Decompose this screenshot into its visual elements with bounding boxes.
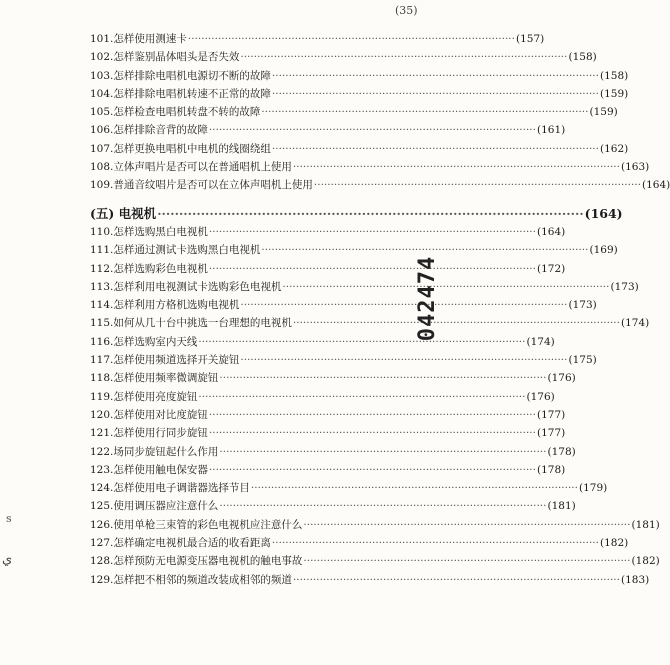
entry-number: 116. [90, 335, 114, 348]
entry-title: 怎样鉴别晶体唱头是否失效 [113, 51, 240, 64]
entry-number: 105. [90, 106, 114, 119]
entry-title: 怎样排除音背的故障 [113, 124, 208, 137]
entry-page: (158) [568, 51, 597, 64]
toc-entry [90, 461, 566, 479]
entry-number: 118. [90, 372, 114, 385]
entry-number: 119. [90, 390, 114, 403]
leader-dots [198, 388, 525, 406]
section-page: (164) [584, 205, 623, 221]
leader-dots [240, 296, 567, 314]
leader-dots [293, 158, 620, 176]
leader-dots [303, 552, 630, 570]
entry-title: 怎样排除电唱机电源切不断的故障 [113, 69, 271, 82]
leader-dots [219, 369, 546, 387]
toc-entry [90, 103, 618, 121]
leader-dots [240, 48, 567, 66]
entry-number: 106. [90, 124, 114, 137]
toc-entry [90, 140, 629, 158]
entry-number: 121. [90, 427, 114, 440]
entry-page: (174) [620, 317, 650, 330]
entry-page: (157) [515, 33, 545, 45]
toc-list-sound [90, 30, 670, 195]
entry-title: 怎样利用电视测试卡选购彩色电视机 [113, 280, 282, 293]
entry-page: (164) [641, 179, 670, 192]
leader-dots [303, 516, 630, 534]
entry-page: (159) [589, 106, 618, 119]
entry-number: 110. [90, 225, 114, 238]
entry-title: 怎样更换电唱机中电机的线圈绕组 [113, 142, 271, 155]
entry-title: 怎样排除电唱机转速不正常的故障 [113, 87, 271, 100]
entry-number: 126. [90, 518, 114, 531]
entry-title: 立体声唱片是否可以在普通唱机上使用 [113, 161, 292, 174]
entry-page: (183) [620, 573, 650, 586]
entry-number: 108. [90, 161, 114, 174]
toc-entry [90, 121, 566, 139]
toc-entry [90, 534, 629, 552]
entry-number: 123. [90, 463, 114, 476]
entry-page: (161) [536, 124, 566, 137]
entry-page: (178) [547, 445, 576, 458]
entry-title: 怎样使用行同步旋钮 [113, 427, 208, 440]
toc-entry [90, 333, 555, 351]
leader-dots [272, 85, 599, 103]
entry-title: 怎样使用亮度旋钮 [113, 390, 198, 403]
entry-title: 怎样选购室内天线 [113, 335, 198, 348]
leader-dots [219, 443, 546, 461]
entry-title: 怎样使用测速卡 [113, 33, 187, 45]
entry-number: 102. [90, 51, 114, 64]
entry-page: (174) [526, 335, 555, 348]
entry-number: 125. [90, 500, 114, 513]
section-gap [90, 195, 390, 205]
entry-title: 怎样检查电唱机转盘不转的故障 [113, 106, 261, 119]
entry-number: 114. [90, 299, 114, 312]
entry-page: (159) [599, 87, 629, 100]
entry-page: (178) [536, 463, 566, 476]
entry-page: (177) [536, 427, 566, 440]
toc-entry [90, 30, 545, 48]
leader-dots [157, 205, 583, 223]
entry-number: 115. [90, 317, 114, 330]
leader-dots [251, 479, 578, 497]
entry-number: 101. [90, 33, 114, 45]
entry-number: 117. [90, 354, 114, 367]
entry-number: 124. [90, 482, 114, 495]
entry-number: 122. [90, 445, 114, 458]
entry-page: (176) [526, 390, 555, 403]
leader-dots [209, 424, 536, 442]
toc-entry [90, 351, 597, 369]
toc-entry [90, 296, 597, 314]
entry-title: 怎样选购彩色电视机 [113, 262, 208, 275]
entry-title: 怎样使用电子调谐器选择节目 [113, 482, 250, 495]
entry-page: (182) [599, 537, 629, 550]
leader-dots [314, 176, 641, 194]
section-label: (五) 电视机 [90, 205, 157, 221]
toc-entry [90, 48, 597, 66]
entry-title: 怎样使用频道选择开关旋钮 [113, 354, 240, 367]
leader-dots [272, 67, 599, 85]
toc-entry [90, 278, 639, 296]
leader-dots [198, 333, 525, 351]
toc-entry [90, 67, 629, 85]
entry-page: (175) [568, 354, 597, 367]
leader-dots [282, 278, 609, 296]
entry-number: 120. [90, 408, 114, 421]
entry-number: 127. [90, 537, 114, 550]
entry-title: 使用调压器应注意什么 [113, 500, 219, 513]
entry-page: (164) [536, 225, 566, 238]
toc-entry [90, 443, 576, 461]
toc-entry [90, 158, 650, 176]
toc-entry [90, 388, 555, 406]
leader-dots [188, 30, 515, 48]
entry-title: 怎样预防无电源变压器电视机的触电事故 [113, 555, 303, 568]
toc-entry [90, 406, 566, 424]
entry-page: (182) [631, 555, 660, 568]
margin-mark: s [6, 512, 12, 525]
entry-number: 103. [90, 69, 114, 82]
leader-dots [293, 314, 620, 332]
entry-title: 使用单枪三束管的彩色电视机应注意什么 [113, 518, 303, 531]
entry-page: (177) [536, 408, 566, 421]
leader-dots [261, 103, 588, 121]
entry-title: 怎样使用触电保安器 [113, 463, 208, 476]
entry-number: 109. [90, 179, 114, 192]
toc-entry [90, 571, 650, 589]
leader-dots [219, 497, 546, 515]
toc-entry [90, 260, 566, 278]
leader-dots [209, 223, 536, 241]
leader-dots [272, 534, 599, 552]
toc-section-heading [90, 205, 623, 223]
toc-entry [90, 314, 650, 332]
entry-page: (179) [578, 482, 608, 495]
entry-number: 113. [90, 280, 114, 293]
accession-stamp [414, 238, 442, 358]
leader-dots [209, 121, 536, 139]
entry-title: 怎样选购黑白电视机 [113, 225, 208, 238]
entry-number: 112. [90, 262, 114, 275]
leader-dots [209, 406, 536, 424]
entry-title: 怎样通过测试卡选购黑白电视机 [113, 244, 261, 257]
toc-entry [90, 85, 629, 103]
toc-entry [90, 516, 660, 534]
toc-entry [90, 369, 576, 387]
toc-entry [90, 479, 608, 497]
leader-dots [209, 260, 536, 278]
entry-number: 107. [90, 142, 114, 155]
entry-page: (158) [599, 69, 629, 82]
leader-dots [240, 351, 567, 369]
entry-page: (172) [536, 262, 566, 275]
entry-page: (181) [547, 500, 576, 513]
leader-dots [272, 140, 599, 158]
entry-number: 128. [90, 555, 114, 568]
entry-title: 如何从几十台中挑选一台理想的电视机 [113, 317, 292, 330]
entry-title: 怎样把不相邻的频道改装成相邻的频道 [113, 573, 292, 586]
entry-page: (176) [547, 372, 576, 385]
stamp-number: 042474 [415, 255, 441, 341]
leader-dots [293, 571, 620, 589]
entry-page: (173) [568, 299, 597, 312]
toc-entry [90, 176, 670, 194]
toc-entry [90, 552, 660, 570]
toc-entry [90, 497, 576, 515]
entry-page: (169) [589, 244, 618, 257]
entry-title: 怎样使用频率微调旋钮 [113, 372, 219, 385]
entry-number: 104. [90, 87, 114, 100]
toc-entry [90, 424, 566, 442]
entry-page: (173) [610, 280, 639, 293]
page-corner-number: (35) [395, 4, 418, 17]
toc-entry [90, 223, 566, 241]
entry-number: 111. [90, 244, 114, 257]
entry-title: 场同步旋钮起什么作用 [113, 445, 219, 458]
entry-title: 怎样确定电视机最合适的收看距离 [113, 537, 271, 550]
entry-title: 怎样使用对比度旋钮 [113, 408, 208, 421]
toc-entry [90, 241, 618, 259]
margin-mark: ي [2, 552, 13, 567]
entry-title: 怎样利用方格机选购电视机 [113, 299, 240, 312]
entry-page: (181) [631, 518, 660, 531]
entry-page: (162) [599, 142, 629, 155]
leader-dots [209, 461, 536, 479]
entry-page: (163) [620, 161, 650, 174]
entry-title: 普通音纹唱片是否可以在立体声唱机上使用 [113, 179, 313, 192]
entry-number: 129. [90, 573, 114, 586]
